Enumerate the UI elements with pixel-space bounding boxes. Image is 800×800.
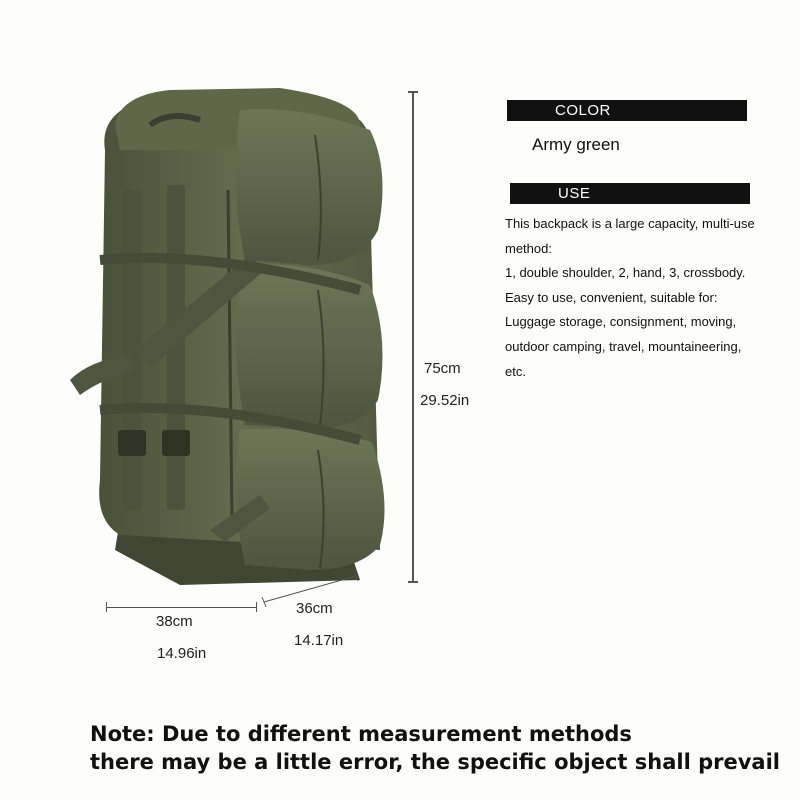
width-in-label: 14.96in	[157, 645, 207, 662]
use-line: etc.	[505, 363, 526, 379]
use-header: USE	[558, 185, 591, 202]
height-cm-label: 75cm	[424, 360, 461, 377]
note-line-2: there may be a little error, the specific object shall prevail	[90, 750, 780, 774]
width-dimension-cap-left	[106, 602, 107, 612]
width-dimension-line	[106, 607, 256, 608]
use-header-bar	[510, 183, 750, 204]
color-value: Army green	[532, 135, 620, 154]
use-line: outdoor camping, travel, mountaineering,	[505, 338, 742, 354]
depth-cm-label: 36cm	[296, 600, 333, 617]
backpack-image	[60, 80, 410, 600]
depth-in-label: 14.17in	[294, 632, 344, 649]
measurement-note	[90, 720, 780, 776]
backpack-illustration	[60, 80, 410, 600]
use-line: Luggage storage, consignment, moving,	[505, 314, 737, 330]
height-dimension-line	[412, 92, 414, 583]
use-line: method:	[505, 240, 552, 256]
use-line: 1, double shoulder, 2, hand, 3, crossbody.	[505, 265, 746, 281]
use-description	[505, 212, 795, 384]
width-cm-label: 38cm	[156, 613, 193, 630]
height-dimension-cap-top	[408, 91, 418, 93]
height-dimension-cap-bottom	[408, 581, 418, 583]
use-line: Easy to use, convenient, suitable for:	[505, 289, 718, 305]
use-line: This backpack is a large capacity, multi-use	[505, 216, 755, 231]
color-header: COLOR	[555, 102, 611, 119]
height-in-label: 29.52in	[420, 392, 470, 409]
width-dimension-cap-right	[256, 602, 257, 612]
color-header-bar	[507, 100, 747, 121]
note-line-1: Note: Due to different measurement methods	[90, 722, 632, 746]
